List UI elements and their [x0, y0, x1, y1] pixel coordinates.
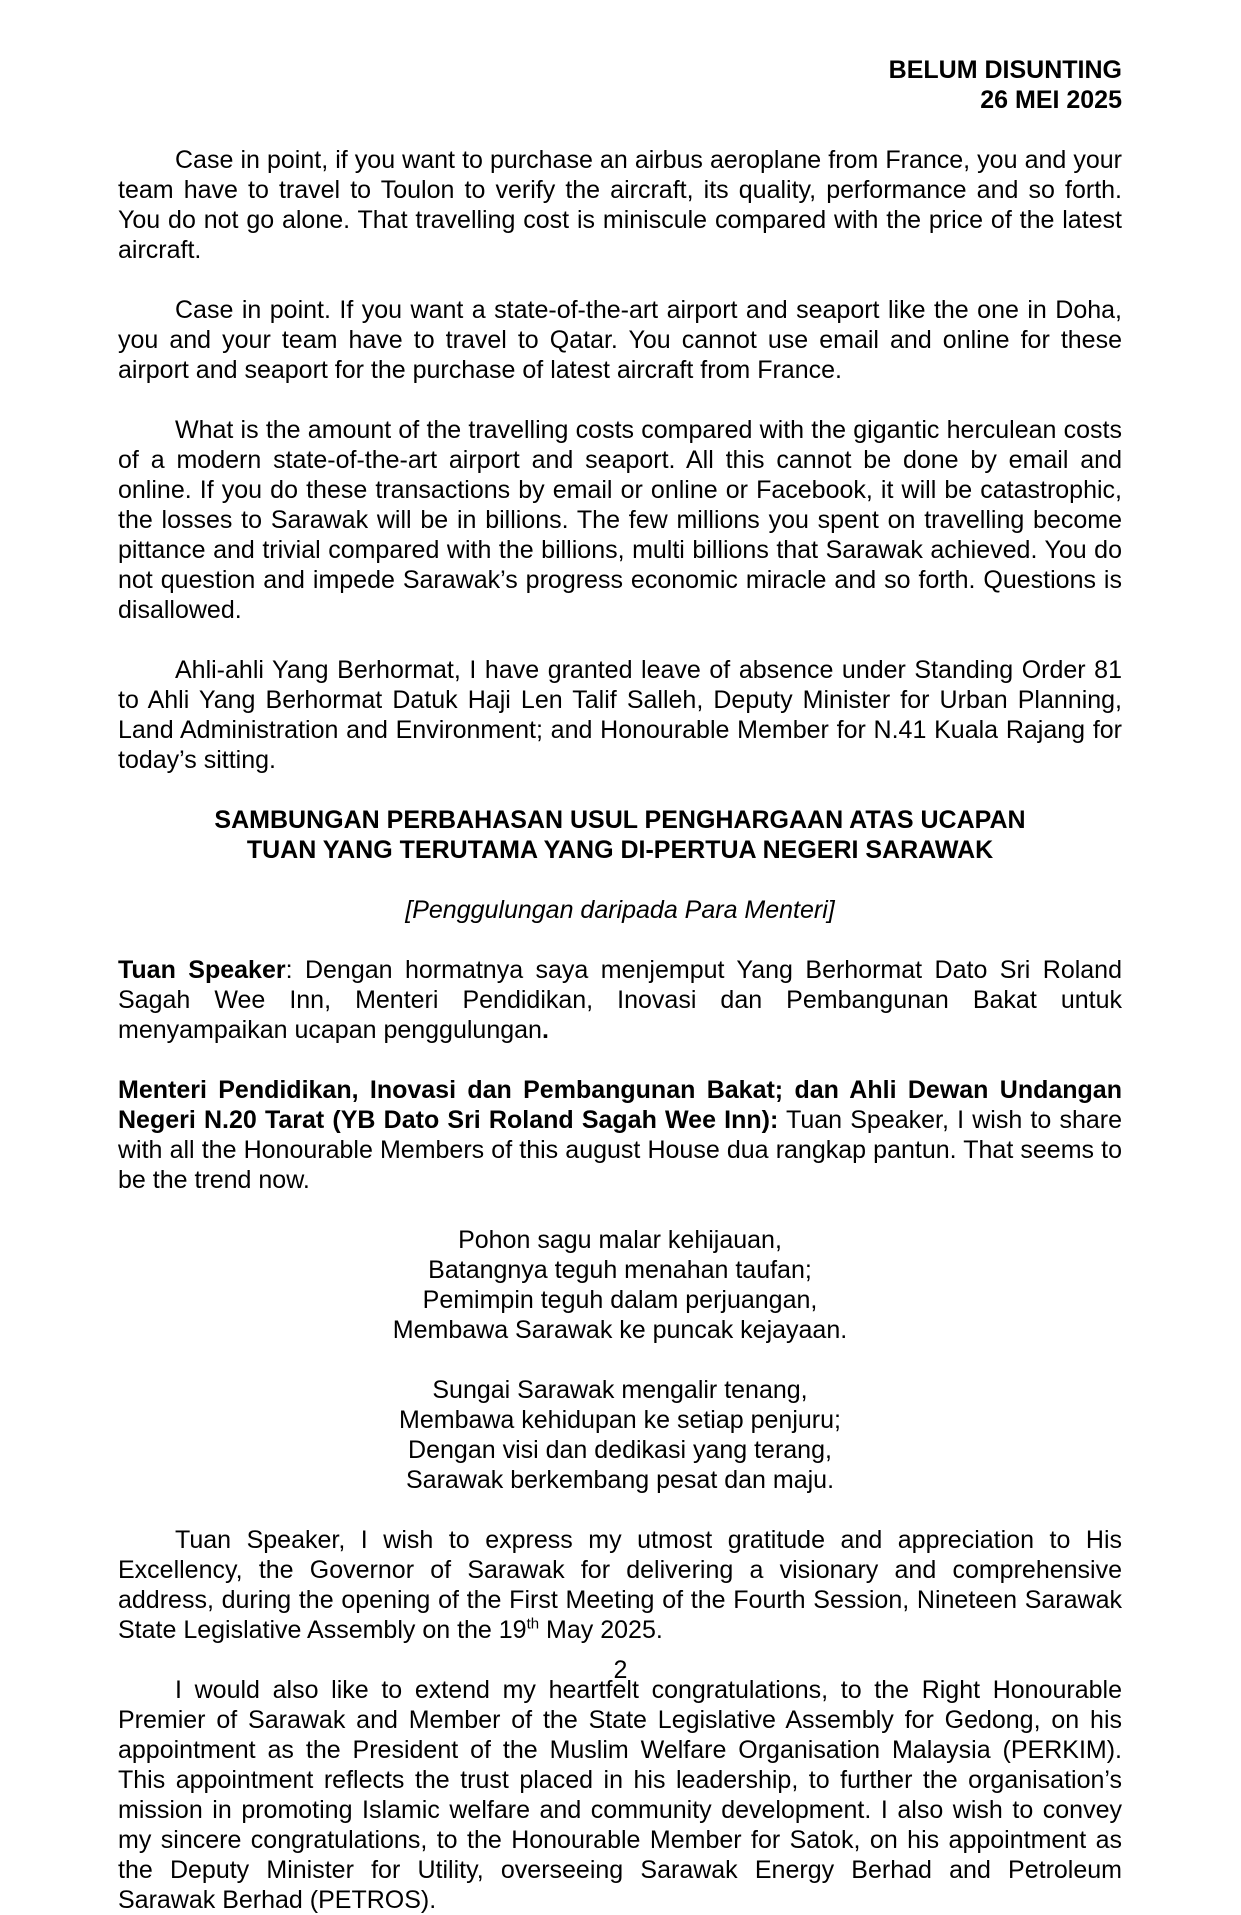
paragraph-tuan-speaker-invitation: Tuan Speaker: Dengan hormatnya saya menjemput Yang Berhormat Dato Sri Roland Sagah Wee Inn, Menteri Pendidikan, Inovasi dan Pembangunan Bakat untuk menyampaikan ucapan penggulungan. — [118, 956, 1122, 1044]
paragraph-congratulations-premier: I would also like to extend my heartfelt congratulations, to the Right Honourable Premier of Sarawak and Member of the State Legislative Assembly for Gedong, on his appointment as the President of the Muslim Welfare Organisation Malaysia (PERKIM). This appointment reflects the trust placed in his leadership, to further the organisation’s mission in promoting Islamic welfare and community development. I also wish to convey my sincere congratulations, to the Honourable Member for Satok, on his appointment as the Deputy Minister for Utility, overseeing Sarawak Energy Berhad and Petroleum Sarawak Berhad (PETROS). — [118, 1676, 1122, 1914]
paragraph-airbus-france: Case in point, if you want to purchase an airbus aeroplane from France, you and your team have to travel to Toulon to verify the aircraft, its quality, performance and so forth. You do not go alone. That travelling cost is miniscule compared with the price of the latest aircraft. — [118, 146, 1122, 264]
paragraph-gratitude-governor: Tuan Speaker, I wish to express my utmost gratitude and appreciation to His Excellency, the Governor of Sarawak for delivering a visionary and comprehensive address, during the opening of the First Meeting of the Fourth Session, Nineteen Sarawak State Legislative Assembly on the 19th May 2025. — [118, 1526, 1122, 1644]
document-body — [118, 145, 1122, 1915]
paragraph-travelling-costs: What is the amount of the travelling costs compared with the gigantic herculean costs of a modern state-of-the-art airport and seaport. All this cannot be done by email and online. If you do these transactions by email or online or Facebook, it will be catastrophic, the losses to Sarawak will be in billions. The few millions you spent on travelling become pittance and trivial compared with the billions, multi billions that Sarawak achieved. You do not question and impede Sarawak’s progress economic miracle and so forth. Questions is disallowed. — [118, 416, 1122, 624]
header-date-line: 26 MEI 2025 — [980, 86, 1122, 114]
subtitle-penggulungan: [Penggulungan daripada Para Menteri] — [405, 896, 835, 924]
paragraph-leave-of-absence: Ahli-ahli Yang Berhormat, I have granted leave of absence under Standing Order 81 to Ahli Yang Berhormat Datuk Haji Len Talif Salleh, Deputy Minister for Urban Planning, Land Administration and Environment; and Honourable Member for N.41 Kuala Rajang for today’s sitting. — [118, 656, 1122, 774]
document-header — [118, 55, 1122, 115]
header-status-line: BELUM DISUNTING — [888, 56, 1122, 84]
page-number: 2 — [613, 1656, 628, 1684]
verse-pantun-2: Sungai Sarawak mengalir tenang, Membawa kehidupan ke setiap penjuru; Dengan visi dan dedikasi yang terang, Sarawak berkembang pesat dan maju. — [399, 1376, 841, 1494]
verse-pantun-1: Pohon sagu malar kehijauan, Batangnya teguh menahan taufan; Pemimpin teguh dalam perjuangan, Membawa Sarawak ke puncak kejayaan. — [392, 1226, 848, 1344]
heading-sambungan-perbahasan: SAMBUNGAN PERBAHASAN USUL PENGHARGAAN ATAS UCAPAN TUAN YANG TERUTAMA YANG DI-PERTUA NEGERI SARAWAK — [214, 806, 1026, 864]
paragraph-doha-airport: Case in point. If you want a state-of-the-art airport and seaport like the one in Doha, you and your team have to travel to Qatar. You cannot use email and online for these airport and seaport for the purchase of latest aircraft from France. — [118, 296, 1122, 384]
paragraph-menteri-pendidikan-speech: Menteri Pendidikan, Inovasi dan Pembangunan Bakat; dan Ahli Dewan Undangan Negeri N.20 Tarat (YB Dato Sri Roland Sagah Wee Inn): Tuan Speaker, I wish to share with all the Honourable Members of this august House dua rangkap pantun. That seems to be the trend now. — [118, 1076, 1122, 1194]
